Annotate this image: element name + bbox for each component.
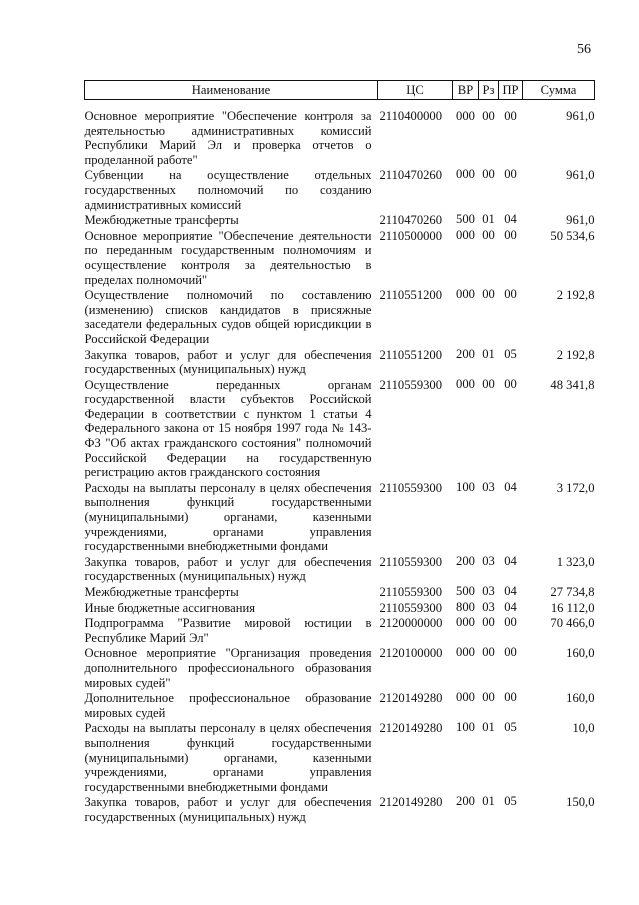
row-cs: 2120100000 bbox=[379, 646, 443, 661]
table-row bbox=[85, 228, 595, 287]
row-name: Межбюджетные трансферты bbox=[84, 585, 239, 599]
row-name: Осуществление полномочий по составлению (изменению) списков кандидатов в присяжные заседатели федеральных судов общей юрисдикции в Российской Федерации bbox=[84, 288, 372, 346]
row-rz: 00 bbox=[482, 287, 495, 302]
table-row bbox=[85, 584, 595, 600]
row-pr: 00 bbox=[504, 227, 517, 242]
row-name: Межбюджетные трансферты bbox=[84, 213, 239, 228]
table-row bbox=[85, 600, 595, 616]
row-vr: 000 bbox=[456, 167, 475, 182]
table-row bbox=[85, 794, 595, 824]
table-row bbox=[85, 287, 595, 346]
row-cs: 2110559300 bbox=[379, 480, 443, 495]
row-pr: 00 bbox=[504, 109, 517, 123]
table-row bbox=[85, 480, 595, 554]
row-vr: 000 bbox=[456, 376, 475, 391]
row-sum: 48 341,8 bbox=[550, 377, 595, 392]
row-pr: 04 bbox=[504, 599, 517, 614]
row-rz: 01 bbox=[482, 720, 495, 735]
row-sum: 27 734,8 bbox=[550, 585, 595, 599]
row-cs: 2120149280 bbox=[379, 691, 443, 706]
row-vr: 800 bbox=[456, 599, 475, 614]
row-cs: 2120000000 bbox=[379, 616, 443, 631]
row-vr: 200 bbox=[456, 794, 475, 809]
row-pr: 04 bbox=[504, 479, 517, 494]
row-rz: 00 bbox=[482, 615, 495, 630]
row-cs: 2110470260 bbox=[379, 168, 443, 183]
row-rz: 03 bbox=[482, 584, 495, 598]
row-cs: 2120149280 bbox=[379, 795, 443, 810]
row-rz: 00 bbox=[482, 167, 495, 182]
row-sum: 150,0 bbox=[566, 795, 595, 810]
row-sum: 2 192,8 bbox=[556, 347, 595, 362]
row-pr: 00 bbox=[504, 287, 517, 302]
row-pr: 05 bbox=[504, 794, 517, 809]
row-pr: 04 bbox=[504, 212, 517, 227]
row-pr: 00 bbox=[504, 376, 517, 391]
table-header-row bbox=[85, 81, 595, 100]
header-name: Наименование bbox=[85, 81, 378, 100]
table-row bbox=[85, 212, 595, 228]
row-vr: 000 bbox=[456, 287, 475, 302]
row-vr: 000 bbox=[456, 109, 475, 123]
header-cs: ЦС bbox=[378, 81, 453, 100]
row-cs: 2110559300 bbox=[379, 600, 443, 615]
row-cs: 2110400000 bbox=[379, 109, 443, 123]
row-name: Иные бюджетные ассигнования bbox=[84, 600, 256, 615]
row-vr: 100 bbox=[456, 479, 475, 494]
row-rz: 00 bbox=[482, 376, 495, 391]
row-sum: 3 172,0 bbox=[556, 480, 595, 495]
row-rz: 03 bbox=[482, 599, 495, 614]
row-sum: 16 112,0 bbox=[550, 600, 595, 615]
row-cs: 2110551200 bbox=[379, 347, 443, 362]
row-sum: 961,0 bbox=[566, 168, 595, 183]
row-rz: 01 bbox=[482, 794, 495, 809]
row-rz: 01 bbox=[482, 212, 495, 227]
row-name: Расходы на выплаты персоналу в целях обеспечения выполнения функций государственными (муниципальными) органами, казенными учреждениями, органами управления государственными внебюджетными фондами bbox=[84, 721, 372, 794]
row-name: Подпрограмма "Развитие мировой юстиции в Республике Марий Эл" bbox=[84, 616, 372, 645]
row-name: Осуществление переданных органам государственной власти субъектов Российской Федерации в соответствии с пунктом 1 статьи 4 Федерального закона от 15 ноября 1997 года № 143-ФЗ "Об актах гражданского состояния" полномочий Российской Федерации на государственную регистрацию актов гражданского состояния bbox=[84, 377, 372, 480]
row-rz: 03 bbox=[482, 553, 495, 568]
table-row bbox=[85, 554, 595, 584]
row-vr: 500 bbox=[456, 584, 475, 598]
row-vr: 000 bbox=[456, 690, 475, 705]
budget-table bbox=[84, 80, 595, 825]
table-body bbox=[85, 100, 595, 825]
row-vr: 100 bbox=[456, 720, 475, 735]
row-pr: 04 bbox=[504, 584, 517, 598]
row-sum: 160,0 bbox=[566, 691, 595, 706]
row-sum: 160,0 bbox=[566, 646, 595, 661]
row-name: Закупка товаров, работ и услуг для обеспечения государственных (муниципальных) нужд bbox=[84, 554, 372, 584]
row-rz: 03 bbox=[482, 479, 495, 494]
row-pr: 00 bbox=[504, 167, 517, 182]
row-name: Основное мероприятие "Обеспечение контроля за деятельностью административных комиссий Республики Марий Эл и проверка отчетов о проделанной работе" bbox=[84, 109, 372, 167]
row-pr: 05 bbox=[504, 720, 517, 735]
row-sum: 10,0 bbox=[572, 721, 595, 736]
table-row bbox=[85, 377, 595, 480]
table-row bbox=[85, 690, 595, 720]
row-sum: 961,0 bbox=[566, 213, 595, 228]
row-vr: 200 bbox=[456, 346, 475, 361]
row-pr: 05 bbox=[504, 346, 517, 361]
header-vr: ВР bbox=[453, 81, 479, 100]
row-pr: 04 bbox=[504, 553, 517, 568]
row-vr: 000 bbox=[456, 645, 475, 660]
row-rz: 00 bbox=[482, 690, 495, 705]
header-rz: Рз bbox=[479, 81, 499, 100]
row-cs: 2110559300 bbox=[379, 377, 443, 392]
row-vr: 000 bbox=[456, 227, 475, 242]
table-row bbox=[85, 645, 595, 690]
row-rz: 01 bbox=[482, 346, 495, 361]
row-vr: 000 bbox=[456, 615, 475, 630]
row-cs: 2120149280 bbox=[379, 721, 443, 736]
row-sum: 961,0 bbox=[566, 109, 595, 123]
table-row bbox=[85, 615, 595, 645]
row-rz: 00 bbox=[482, 645, 495, 660]
table-row bbox=[85, 100, 595, 168]
table-row bbox=[85, 347, 595, 377]
header-pr: ПР bbox=[499, 81, 523, 100]
row-pr: 00 bbox=[504, 690, 517, 705]
row-name: Расходы на выплаты персоналу в целях обеспечения выполнения функций государственными (муниципальными) органами, казенными учреждениями, органами управления государственными внебюджетными фондами bbox=[84, 480, 372, 554]
row-name: Основное мероприятие "Обеспечение деятельности по переданным государственным полномочиям и осуществление контроля за деятельностью в пределах полномочий" bbox=[84, 228, 372, 287]
header-sum: Сумма bbox=[523, 81, 595, 100]
row-cs: 2110470260 bbox=[379, 213, 443, 228]
row-name: Субвенции на осуществление отдельных государственных полномочий по созданию административных комиссий bbox=[84, 168, 372, 212]
page-number: 56 bbox=[577, 42, 591, 57]
row-cs: 2110559300 bbox=[379, 585, 443, 599]
row-cs: 2110559300 bbox=[379, 554, 443, 569]
row-vr: 500 bbox=[456, 212, 475, 227]
row-name: Основное мероприятие "Организация проведения дополнительного профессионального образования мировых судей" bbox=[84, 646, 372, 690]
row-name: Закупка товаров, работ и услуг для обеспечения государственных (муниципальных) нужд bbox=[84, 795, 372, 824]
row-sum: 70 466,0 bbox=[550, 616, 595, 631]
row-vr: 200 bbox=[456, 553, 475, 568]
row-name: Дополнительное профессиональное образование мировых судей bbox=[84, 691, 372, 720]
row-pr: 00 bbox=[504, 645, 517, 660]
row-rz: 00 bbox=[482, 227, 495, 242]
row-pr: 00 bbox=[504, 615, 517, 630]
row-rz: 00 bbox=[482, 109, 495, 123]
table-row bbox=[85, 167, 595, 212]
row-cs: 2110551200 bbox=[379, 288, 443, 303]
row-name: Закупка товаров, работ и услуг для обеспечения государственных (муниципальных) нужд bbox=[84, 347, 372, 377]
table-row bbox=[85, 720, 595, 794]
row-sum: 1 323,0 bbox=[556, 554, 595, 569]
row-sum: 50 534,6 bbox=[550, 228, 595, 243]
row-sum: 2 192,8 bbox=[556, 288, 595, 303]
row-cs: 2110500000 bbox=[379, 228, 443, 243]
